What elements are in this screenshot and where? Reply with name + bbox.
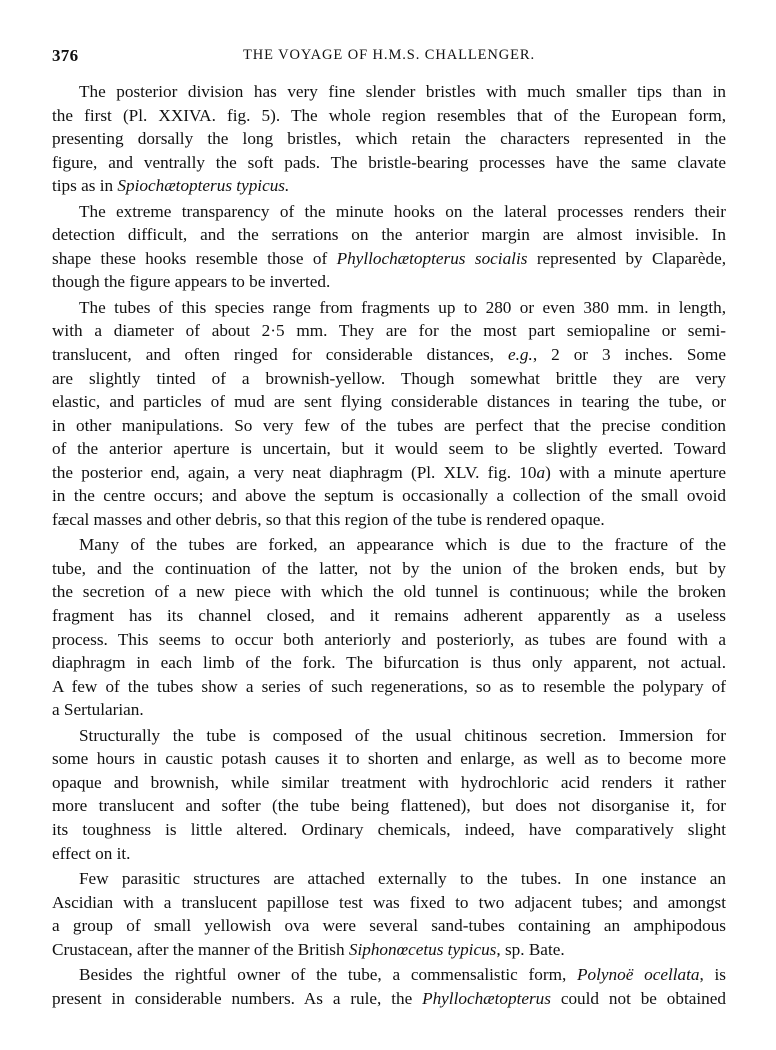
text-run: could not be obtained <box>550 988 726 1008</box>
text-line <box>52 223 726 247</box>
text-line <box>52 698 726 722</box>
text-run: present in considerable numbers. As a rule, the <box>52 988 423 1008</box>
text-run: opaque and brownish, while similar treatment with hydrochloric acid renders it rather <box>52 772 726 792</box>
text-run: Ascidian with a translucent papillose test was fixed to two adjacent tubes; and amongst <box>52 892 726 912</box>
page-number: 376 <box>52 46 79 65</box>
text-line <box>52 104 726 128</box>
text-line <box>52 580 726 604</box>
text-line <box>52 914 726 938</box>
text-run: in other manipulations. So very few of the tubes are perfect that the precise condition <box>52 415 726 435</box>
text-run: presenting dorsally the long bristles, which retain the characters represented in the <box>52 129 726 149</box>
paragraph <box>52 296 726 531</box>
running-title: THE VOYAGE OF H.M.S. CHALLENGER. <box>243 47 535 63</box>
text-run: elastic, and particles of mud are sent flying considerable distances in tearing the tube, or <box>52 392 726 412</box>
italic-text: Siphonœcetus typicus <box>348 939 497 959</box>
text-run: the first (Pl. XXIVA. fig. 5). The whole region resembles that of the European form, <box>52 105 726 125</box>
text-line <box>52 80 726 104</box>
text-run: Structurally the tube is composed of the usual chitinous secretion. Immersion for <box>79 725 726 745</box>
text-run: are slightly tinted of a brownish-yellow. Though somewhat brittle they are very <box>52 368 726 388</box>
text-run: Besides the rightful owner of the tube, a commensalistic form, <box>79 965 578 985</box>
text-line <box>52 200 726 224</box>
text-run: the posterior end, again, a very neat diaphragm (Pl. XLV. fig. 10 <box>52 462 537 482</box>
text-run: , sp. Bate. <box>496 939 565 959</box>
text-line <box>52 437 726 461</box>
text-run: a group of small yellowish ova were several sand-tubes containing an amphipodous <box>52 916 726 936</box>
text-run: a Sertularian. <box>52 700 144 720</box>
page-header <box>52 46 726 68</box>
text-run: figure, and ventrally the soft pads. The bristle-bearing processes have the same clavate <box>52 152 726 172</box>
text-run: the secretion of a new piece with which the old tunnel is continuous; while the broken <box>52 582 726 602</box>
text-run: Many of the tubes are forked, an appearance which is due to the fracture of the <box>79 535 726 555</box>
italic-text: e.g. <box>507 345 533 365</box>
text-run: shape these hooks resemble those of <box>52 248 337 268</box>
text-line <box>52 867 726 891</box>
text-line <box>52 938 726 962</box>
italic-text: Phyllochætopterus socialis <box>336 248 528 268</box>
text-line <box>52 484 726 508</box>
text-run: , is <box>699 965 726 985</box>
text-line <box>52 296 726 320</box>
text-line <box>52 127 726 151</box>
text-line <box>52 343 726 367</box>
text-run: of the anterior aperture is uncertain, but it would seem to be slightly everted. Toward <box>52 439 726 459</box>
italic-text: Spiochætopterus typicus. <box>117 176 290 196</box>
text-line <box>52 414 726 438</box>
text-run: though the figure appears to be inverted. <box>52 272 331 292</box>
text-run: tube, and the continuation of the latter, not by the union of the broken ends, but by <box>52 558 726 578</box>
italic-text: Phyllochætopterus <box>422 988 551 1008</box>
text-run: translucent, and often ringed for considerable distances, <box>52 345 508 365</box>
text-line <box>52 675 726 699</box>
text-line <box>52 628 726 652</box>
paragraph <box>52 200 726 294</box>
italic-text: Polynoë ocellata <box>577 965 700 985</box>
text-line <box>52 818 726 842</box>
text-line <box>52 604 726 628</box>
text-line <box>52 461 726 485</box>
text-run: Crustacean, after the manner of the British <box>52 939 349 959</box>
text-run: its toughness is little altered. Ordinary chemicals, indeed, have comparatively slight <box>52 819 726 839</box>
text-line <box>52 987 726 1011</box>
text-run: represented by Claparède, <box>527 248 726 268</box>
text-line <box>52 247 726 271</box>
text-line <box>52 557 726 581</box>
text-run: Few parasitic structures are attached externally to the tubes. In one instance an <box>79 869 726 889</box>
paragraph <box>52 533 726 721</box>
text-line <box>52 151 726 175</box>
text-run: fæcal masses and other debris, so that this region of the tube is rendered opaque. <box>52 509 605 529</box>
text-run: fragment has its channel closed, and it remains adherent apparently as a useless <box>52 606 726 626</box>
italic-text: a <box>536 462 546 482</box>
text-run: ) with a minute aperture <box>545 462 726 482</box>
text-run: A few of the tubes show a series of such regenerations, so as to resemble the polypary of <box>52 676 726 696</box>
text-line <box>52 174 726 198</box>
paragraph <box>52 724 726 865</box>
text-run: diaphragm in each limb of the fork. The bifurcation is thus only apparent, not actual. <box>52 653 726 673</box>
text-line <box>52 367 726 391</box>
paragraph <box>52 80 726 198</box>
text-run: with a diameter of about 2·5 mm. They are for the most part semiopaline or semi- <box>52 321 726 341</box>
text-line <box>52 651 726 675</box>
paragraph <box>52 963 726 1010</box>
text-line <box>52 891 726 915</box>
text-run: tips as in <box>52 176 118 196</box>
text-line <box>52 963 726 987</box>
text-run: The tubes of this species range from fragments up to 280 or even 380 mm. in length, <box>79 297 726 317</box>
text-run: detection difficult, and the serrations on the anterior margin are almost invisible. In <box>52 225 726 245</box>
text-line <box>52 390 726 414</box>
text-run: effect on it. <box>52 843 131 863</box>
text-line <box>52 747 726 771</box>
text-line <box>52 842 726 866</box>
text-run: The posterior division has very fine slender bristles with much smaller tips than in <box>79 82 726 101</box>
text-run: in the centre occurs; and above the septum is occasionally a collection of the small ovoid <box>52 486 726 506</box>
text-line <box>52 319 726 343</box>
page-body <box>52 80 726 1010</box>
text-run: process. This seems to occur both anteriorly and posteriorly, as tubes are found with a <box>52 629 726 649</box>
text-line <box>52 794 726 818</box>
text-line <box>52 270 726 294</box>
text-line <box>52 724 726 748</box>
text-run: more translucent and softer (the tube being flattened), but does not disorganise it, for <box>52 796 726 816</box>
paragraph <box>52 867 726 961</box>
text-run: The extreme transparency of the minute hooks on the lateral processes renders their <box>79 201 726 221</box>
text-run: some hours in caustic potash causes it to shorten and enlarge, as well as to become more <box>52 749 726 769</box>
text-line <box>52 771 726 795</box>
text-line <box>52 533 726 557</box>
text-line <box>52 508 726 532</box>
text-run: , 2 or 3 inches. Some <box>532 345 726 365</box>
